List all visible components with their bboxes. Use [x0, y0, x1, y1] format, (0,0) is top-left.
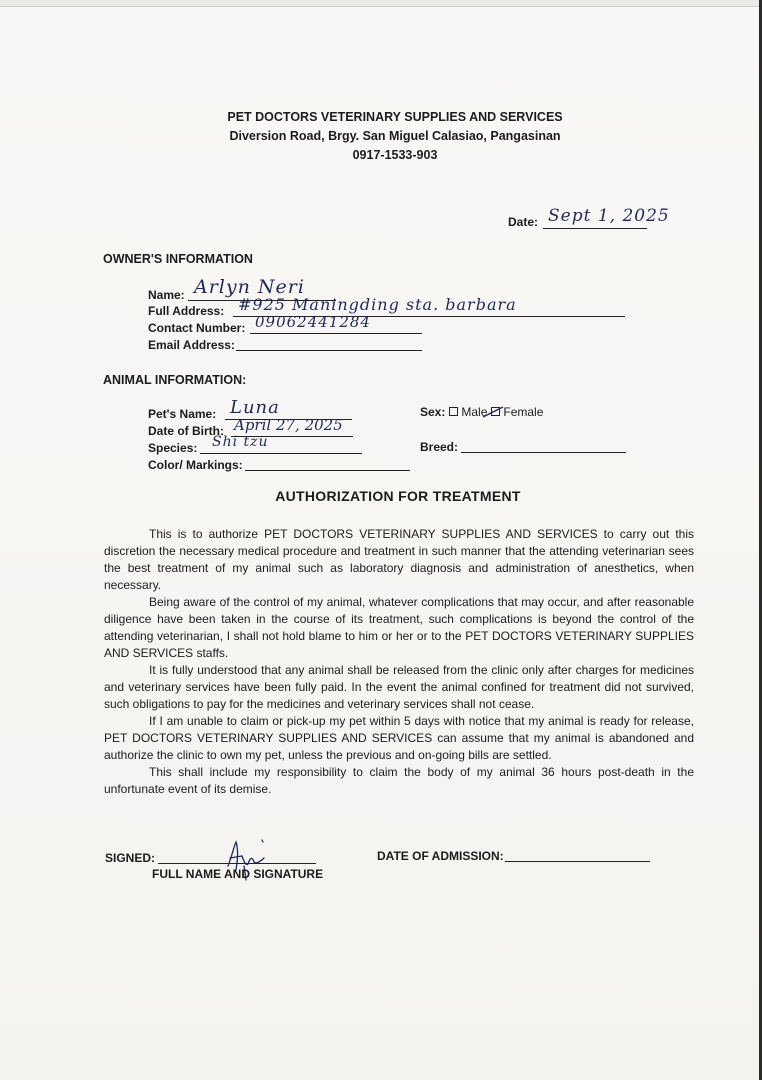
- authorization-paragraph: If I am unable to claim or pick-up my pet within 5 days with notice that my animal is ready for release, PET DOCTORS VETERINARY SUPPLIES AND SERVICES can assume that my animal is abandoned and authorize the clinic to own my pet, unless the previous and on-going bills are settled.: [104, 714, 694, 762]
- authorization-paragraph: This shall include my responsibility to claim the body of my animal 36 hours post-death in the unfortunate event of its demise.: [104, 765, 694, 796]
- sex-female-label: Female: [503, 405, 544, 419]
- owner-contact-label: Contact Number:: [148, 321, 246, 335]
- species-value[interactable]: Shi tzu: [212, 434, 269, 450]
- authorization-paragraph: Being aware of the control of my animal, whatever complications that may occur, and after reasonable diligence have been taken in the course of its treatment, such complications is beyond the control of the attending veterinarian, I shall not hold blame to him or her or to the PET DOCTORS VETERINARY SUPPLIES AND SERVICES staffs.: [104, 595, 694, 660]
- owner-contact-value[interactable]: 09062441284: [255, 313, 371, 331]
- animal-section-title: ANIMAL INFORMATION:: [103, 373, 247, 387]
- admission-label: DATE OF ADMISSION:: [377, 849, 504, 863]
- breed-label: Breed:: [420, 440, 459, 454]
- authorization-paragraph: This is to authorize PET DOCTORS VETERINARY SUPPLIES AND SERVICES to carry out this discretion the necessary medical procedure and treatment in such manner that the attending veterinarian sees the best treatment of my animal such as laboratory diagnosis and administration of anesthetics, when necessary.: [104, 527, 694, 592]
- clinic-header: [0, 108, 762, 165]
- date-line: [543, 228, 647, 229]
- female-check-mark-icon: [481, 404, 505, 420]
- color-line[interactable]: [245, 470, 410, 471]
- owner-name-label: Name:: [148, 288, 185, 302]
- clinic-name: PET DOCTORS VETERINARY SUPPLIES AND SERVICES: [227, 110, 563, 124]
- pet-name-value[interactable]: Luna: [230, 397, 280, 418]
- clinic-phone: 0917-1533-903: [352, 148, 438, 162]
- owner-email-line[interactable]: [236, 350, 422, 351]
- pet-name-label: Pet's Name:: [148, 407, 217, 421]
- authorization-body: [104, 526, 694, 798]
- species-line: [200, 453, 362, 454]
- sex-male-label: Male: [461, 405, 488, 419]
- owner-section-title: OWNER'S INFORMATION: [103, 252, 253, 266]
- authorization-paragraph: It is fully understood that any animal shall be released from the clinic only after charges for medicines and veterinary services have been fully paid. In the event the animal confined for treatment did not survived, such obligations to pay for the medicines and veterinary services shall not cease.: [104, 663, 694, 711]
- owner-address-label: Full Address:: [148, 304, 225, 318]
- breed-line[interactable]: [461, 452, 626, 453]
- owner-email-label: Email Address:: [148, 338, 235, 352]
- color-label: Color/ Markings:: [148, 458, 243, 472]
- signature-sublabel: FULL NAME AND SIGNATURE: [152, 867, 324, 881]
- dob-label: Date of Birth:: [148, 424, 224, 438]
- dob-value[interactable]: April 27, 2025: [234, 416, 343, 434]
- owner-name-value[interactable]: Arlyn Neri: [194, 276, 305, 298]
- owner-address-value[interactable]: #925 Maningding sta. barbara: [238, 295, 517, 314]
- authorization-title: AUTHORIZATION FOR TREATMENT: [275, 488, 521, 504]
- sex-label: Sex:: [420, 405, 446, 419]
- owner-contact-line: [250, 333, 422, 334]
- species-label: Species:: [148, 441, 198, 455]
- sex-male-checkbox[interactable]: [449, 407, 458, 416]
- date-value[interactable]: Sept 1, 2025: [548, 206, 670, 226]
- clinic-address: Diversion Road, Brgy. San Miguel Calasiao, Pangasinan: [229, 129, 561, 143]
- admission-line[interactable]: [505, 861, 650, 862]
- scan-edge-top: [0, 0, 762, 7]
- date-label: Date:: [508, 215, 539, 229]
- signed-label: SIGNED:: [105, 851, 156, 865]
